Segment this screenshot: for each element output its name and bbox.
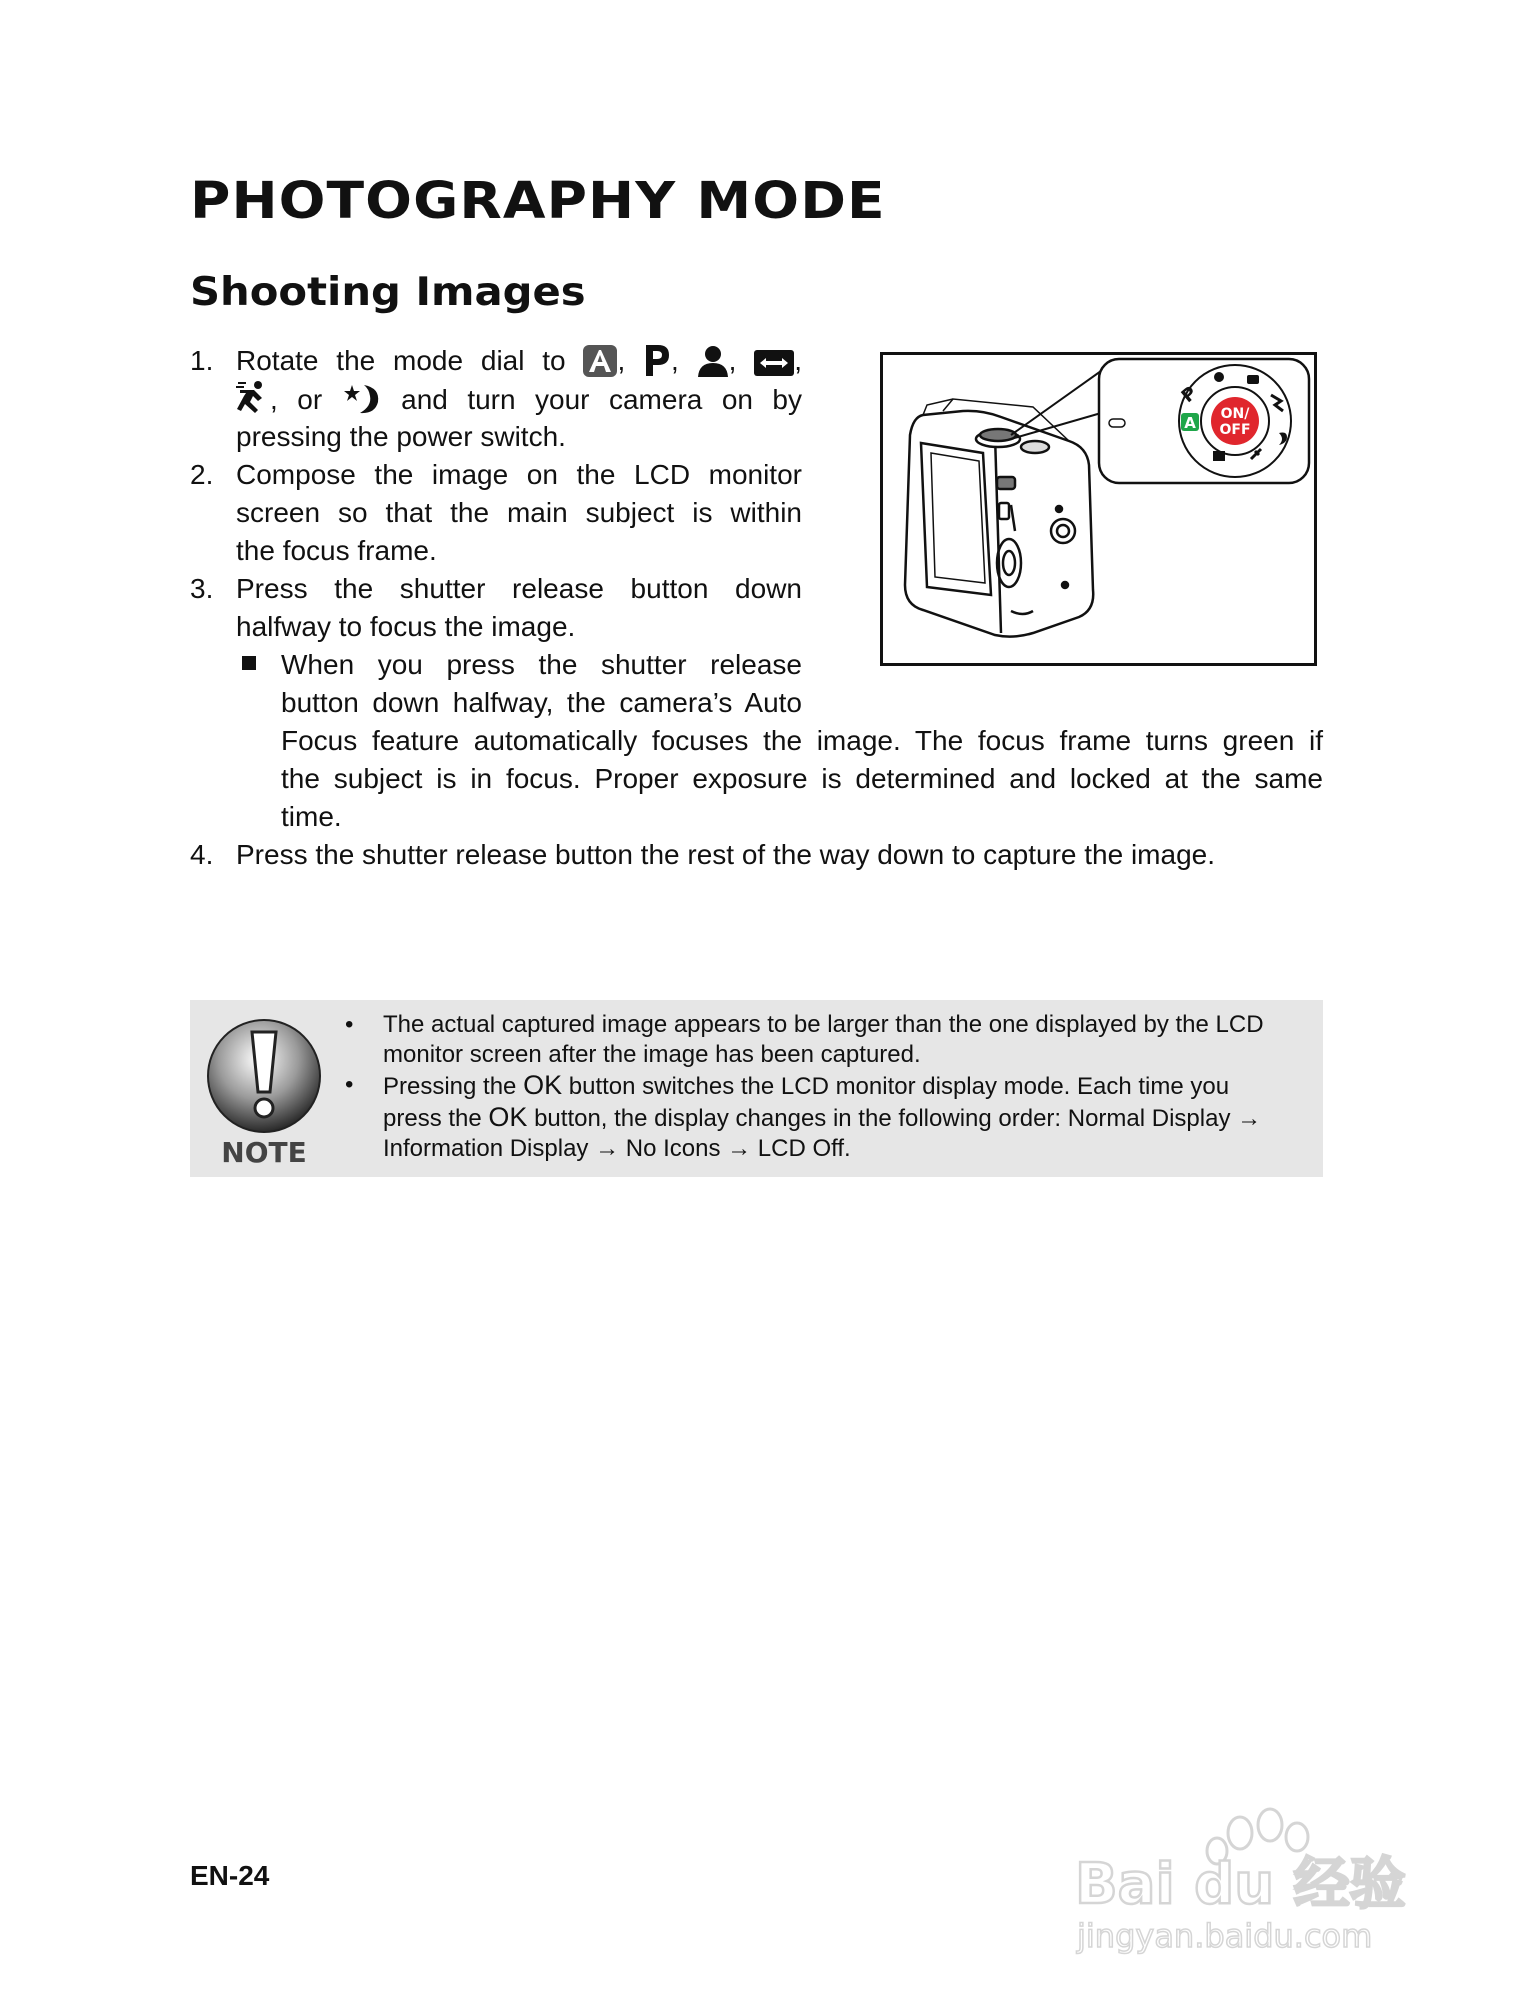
step-number: 2. [190, 459, 214, 490]
dial-indicator [1109, 419, 1125, 427]
note-bullet-2-part-c: button, the display changes in the following order: Normal Display → Information Display → No Icons → LCD Off. [383, 1105, 1262, 1162]
step-3-sub-line2: button down halfway, the camera’s Auto [281, 687, 802, 718]
dial-program-label: P [1177, 382, 1202, 408]
step-1-text [236, 342, 802, 456]
step-3-sub-line1: When you press the shutter release [281, 649, 802, 680]
page-title: PHOTOGRAPHY MODE [190, 172, 886, 231]
step-3-sub-narrow [281, 646, 802, 722]
square-bullet-icon [242, 656, 256, 670]
step-3-sub-line5: time. [281, 801, 342, 832]
step-number: 3. [190, 573, 214, 604]
step-3-sub-line3: Focus feature automatically focuses the image. The focus frame turns green if [281, 725, 1323, 756]
dial-movie-icon [1213, 451, 1225, 461]
note-label: NOTE [221, 1136, 307, 1169]
baidu-watermark [1075, 1775, 1435, 1955]
note-bullet-2 [345, 1070, 1285, 1164]
step-2-line3: the focus frame. [236, 535, 437, 566]
dial-auto-label: A [1184, 414, 1196, 432]
step-1-line2: and turn your camera on by [401, 384, 803, 415]
watermark-brand: Bai du 经验 [1075, 1852, 1406, 1917]
note-bullet-1: • The actual captured image appears to be larger than the one displayed by the LCD monitor screen after the image has been captured. [345, 1010, 1285, 1070]
watermark-url: jingyan.baidu.com [1077, 1917, 1373, 1955]
step-number: 1. [190, 345, 214, 376]
camera-illustration [880, 352, 1317, 666]
note-bullet-2-part-b: button switches the LCD monitor display mode. Each time you press the [383, 1073, 1230, 1132]
step-3-line2: halfway to focus the image. [236, 611, 576, 642]
page-number: EN-24 [190, 1860, 270, 1891]
power-label-bottom: OFF [1219, 422, 1251, 438]
step-4-line1: Press the shutter release button the rest of the way down to capture the image. [236, 839, 1216, 870]
power-label-top: ON/ [1220, 406, 1250, 422]
camera-body [905, 399, 1093, 637]
note-bullet-2-part-a: Pressing the [383, 1073, 517, 1100]
comma: , [794, 345, 803, 376]
ok-button-label: OK [488, 1102, 528, 1132]
or-text: , or [270, 384, 323, 415]
note-icon [204, 1014, 324, 1169]
step-2-line2: screen so that the main subject is within [236, 497, 802, 528]
note-list [345, 1010, 1285, 1164]
note-box [190, 1000, 1323, 1177]
step-number: 4. [190, 839, 214, 870]
comma: , [671, 345, 679, 376]
step-2-line1: Compose the image on the LCD monitor [236, 459, 802, 490]
dial-panorama-icon [1247, 375, 1259, 384]
step-3-text [236, 570, 802, 646]
section-subtitle: Shooting Images [190, 270, 586, 315]
dial-portrait-icon [1214, 372, 1224, 382]
step-1-line1: Rotate the mode dial to [236, 345, 566, 376]
comma: , [617, 345, 626, 376]
step-2-text [236, 456, 802, 570]
comma: , [728, 345, 737, 376]
step-3-line1: Press the shutter release button down [236, 573, 802, 604]
ok-button-label: OK [523, 1070, 563, 1100]
step-3-sub-wide [281, 722, 1323, 836]
step-1-line3: pressing the power switch. [236, 421, 566, 452]
step-3-sub-line4: the subject is in focus. Proper exposure is determined and locked at the same [281, 763, 1323, 794]
